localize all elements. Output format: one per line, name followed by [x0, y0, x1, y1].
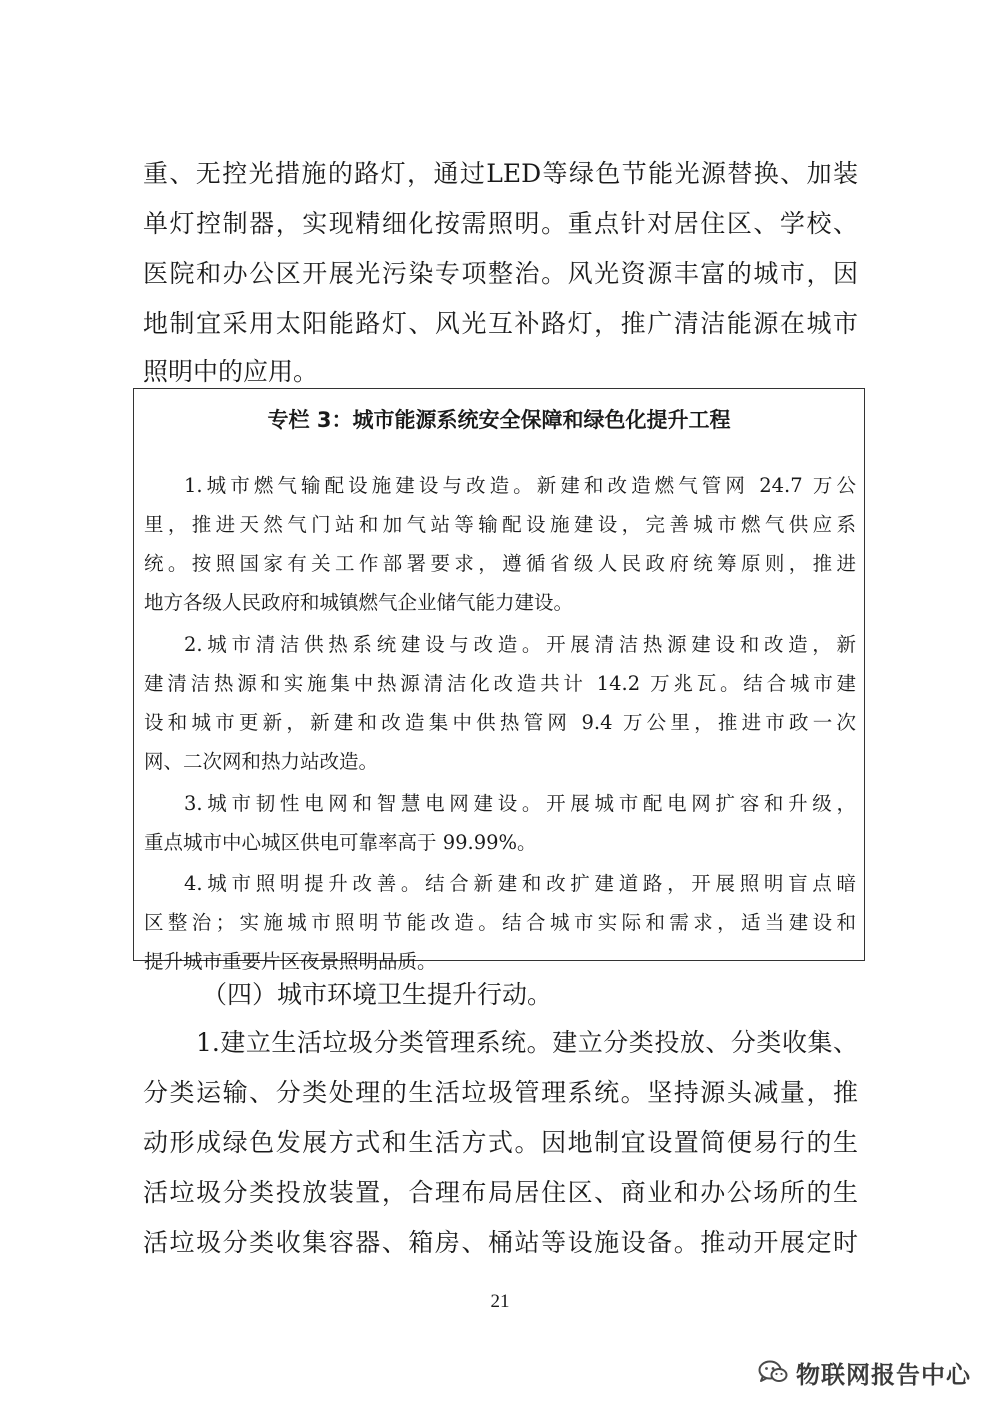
box-item-2-line: 网、二次网和热力站改造。	[144, 749, 379, 773]
box-item-1-line: 统。按照国家有关工作部署要求，遵循省级人民政府统筹原则，推进	[144, 551, 856, 575]
box-title: 专栏 3：城市能源系统安全保障和绿色化提升工程	[267, 408, 731, 432]
box-item-3-line: 重点城市中心城区供电可靠率高于 99.99%。	[144, 830, 537, 854]
box-item-1-line: 地方各级人民政府和城镇燃气企业储气能力建设。	[144, 590, 574, 614]
box-item-4-line: 提升城市重要片区夜景照明品质。	[144, 949, 437, 973]
box-item-4-line: 4.城市照明提升改善。结合新建和改扩建道路，开展照明盲点暗	[184, 871, 856, 895]
section-paragraph-line: 分类运输、分类处理的生活垃圾管理系统。坚持源头减量，推	[143, 1078, 858, 1107]
intro-line: 医院和办公区开展光污染专项整治。风光资源丰富的城市，因	[143, 259, 858, 288]
box-item-2-line: 建清洁热源和实施集中热源清洁化改造共计 14.2 万兆瓦。结合城市建	[144, 671, 856, 695]
intro-line: 地制宜采用太阳能路灯、风光互补路灯，推广清洁能源在城市	[143, 309, 858, 338]
box-item-3-line: 3.城市韧性电网和智慧电网建设。开展城市配电网扩容和升级，	[184, 791, 856, 815]
intro-line: 重、无控光措施的路灯，通过LED等绿色节能光源替换、加装	[143, 159, 858, 188]
page-number: 21	[490, 1291, 510, 1312]
box-item-1-line: 里，推进天然气门站和加气站等输配设施建设，完善城市燃气供应系	[144, 512, 856, 536]
wechat-icon	[758, 1359, 788, 1385]
section-heading: （四）城市环境卫生提升行动。	[202, 980, 553, 1009]
section-paragraph-line: 活垃圾分类投放装置，合理布局居住区、商业和办公场所的生	[143, 1178, 858, 1207]
intro-line: 单灯控制器，实现精细化按需照明。重点针对居住区、学校、	[143, 209, 858, 238]
special-column-box	[133, 388, 865, 973]
box-item-2-line: 2.城市清洁供热系统建设与改造。开展清洁热源建设和改造，新	[184, 632, 856, 656]
box-item-1-line: 1.城市燃气输配设施建设与改造。新建和改造燃气管网 24.7 万公	[184, 473, 856, 497]
intro-line: 照明中的应用。	[143, 357, 319, 386]
section-paragraph-line: 动形成绿色发展方式和生活方式。因地制宜设置简便易行的生	[143, 1128, 858, 1157]
watermark	[758, 1352, 971, 1392]
section-paragraph-line: 1.建立生活垃圾分类管理系统。建立分类投放、分类收集、	[196, 1028, 858, 1057]
box-item-2-line: 设和城市更新，新建和改造集中供热管网 9.4 万公里，推进市政一次	[144, 710, 856, 734]
watermark-text: 物联网报告中心	[796, 1360, 971, 1389]
section-paragraph-line: 活垃圾分类收集容器、箱房、桶站等设施设备。推动开展定时	[143, 1228, 858, 1257]
box-item-4-line: 区整治；实施城市照明节能改造。结合城市实际和需求，适当建设和	[144, 910, 856, 934]
